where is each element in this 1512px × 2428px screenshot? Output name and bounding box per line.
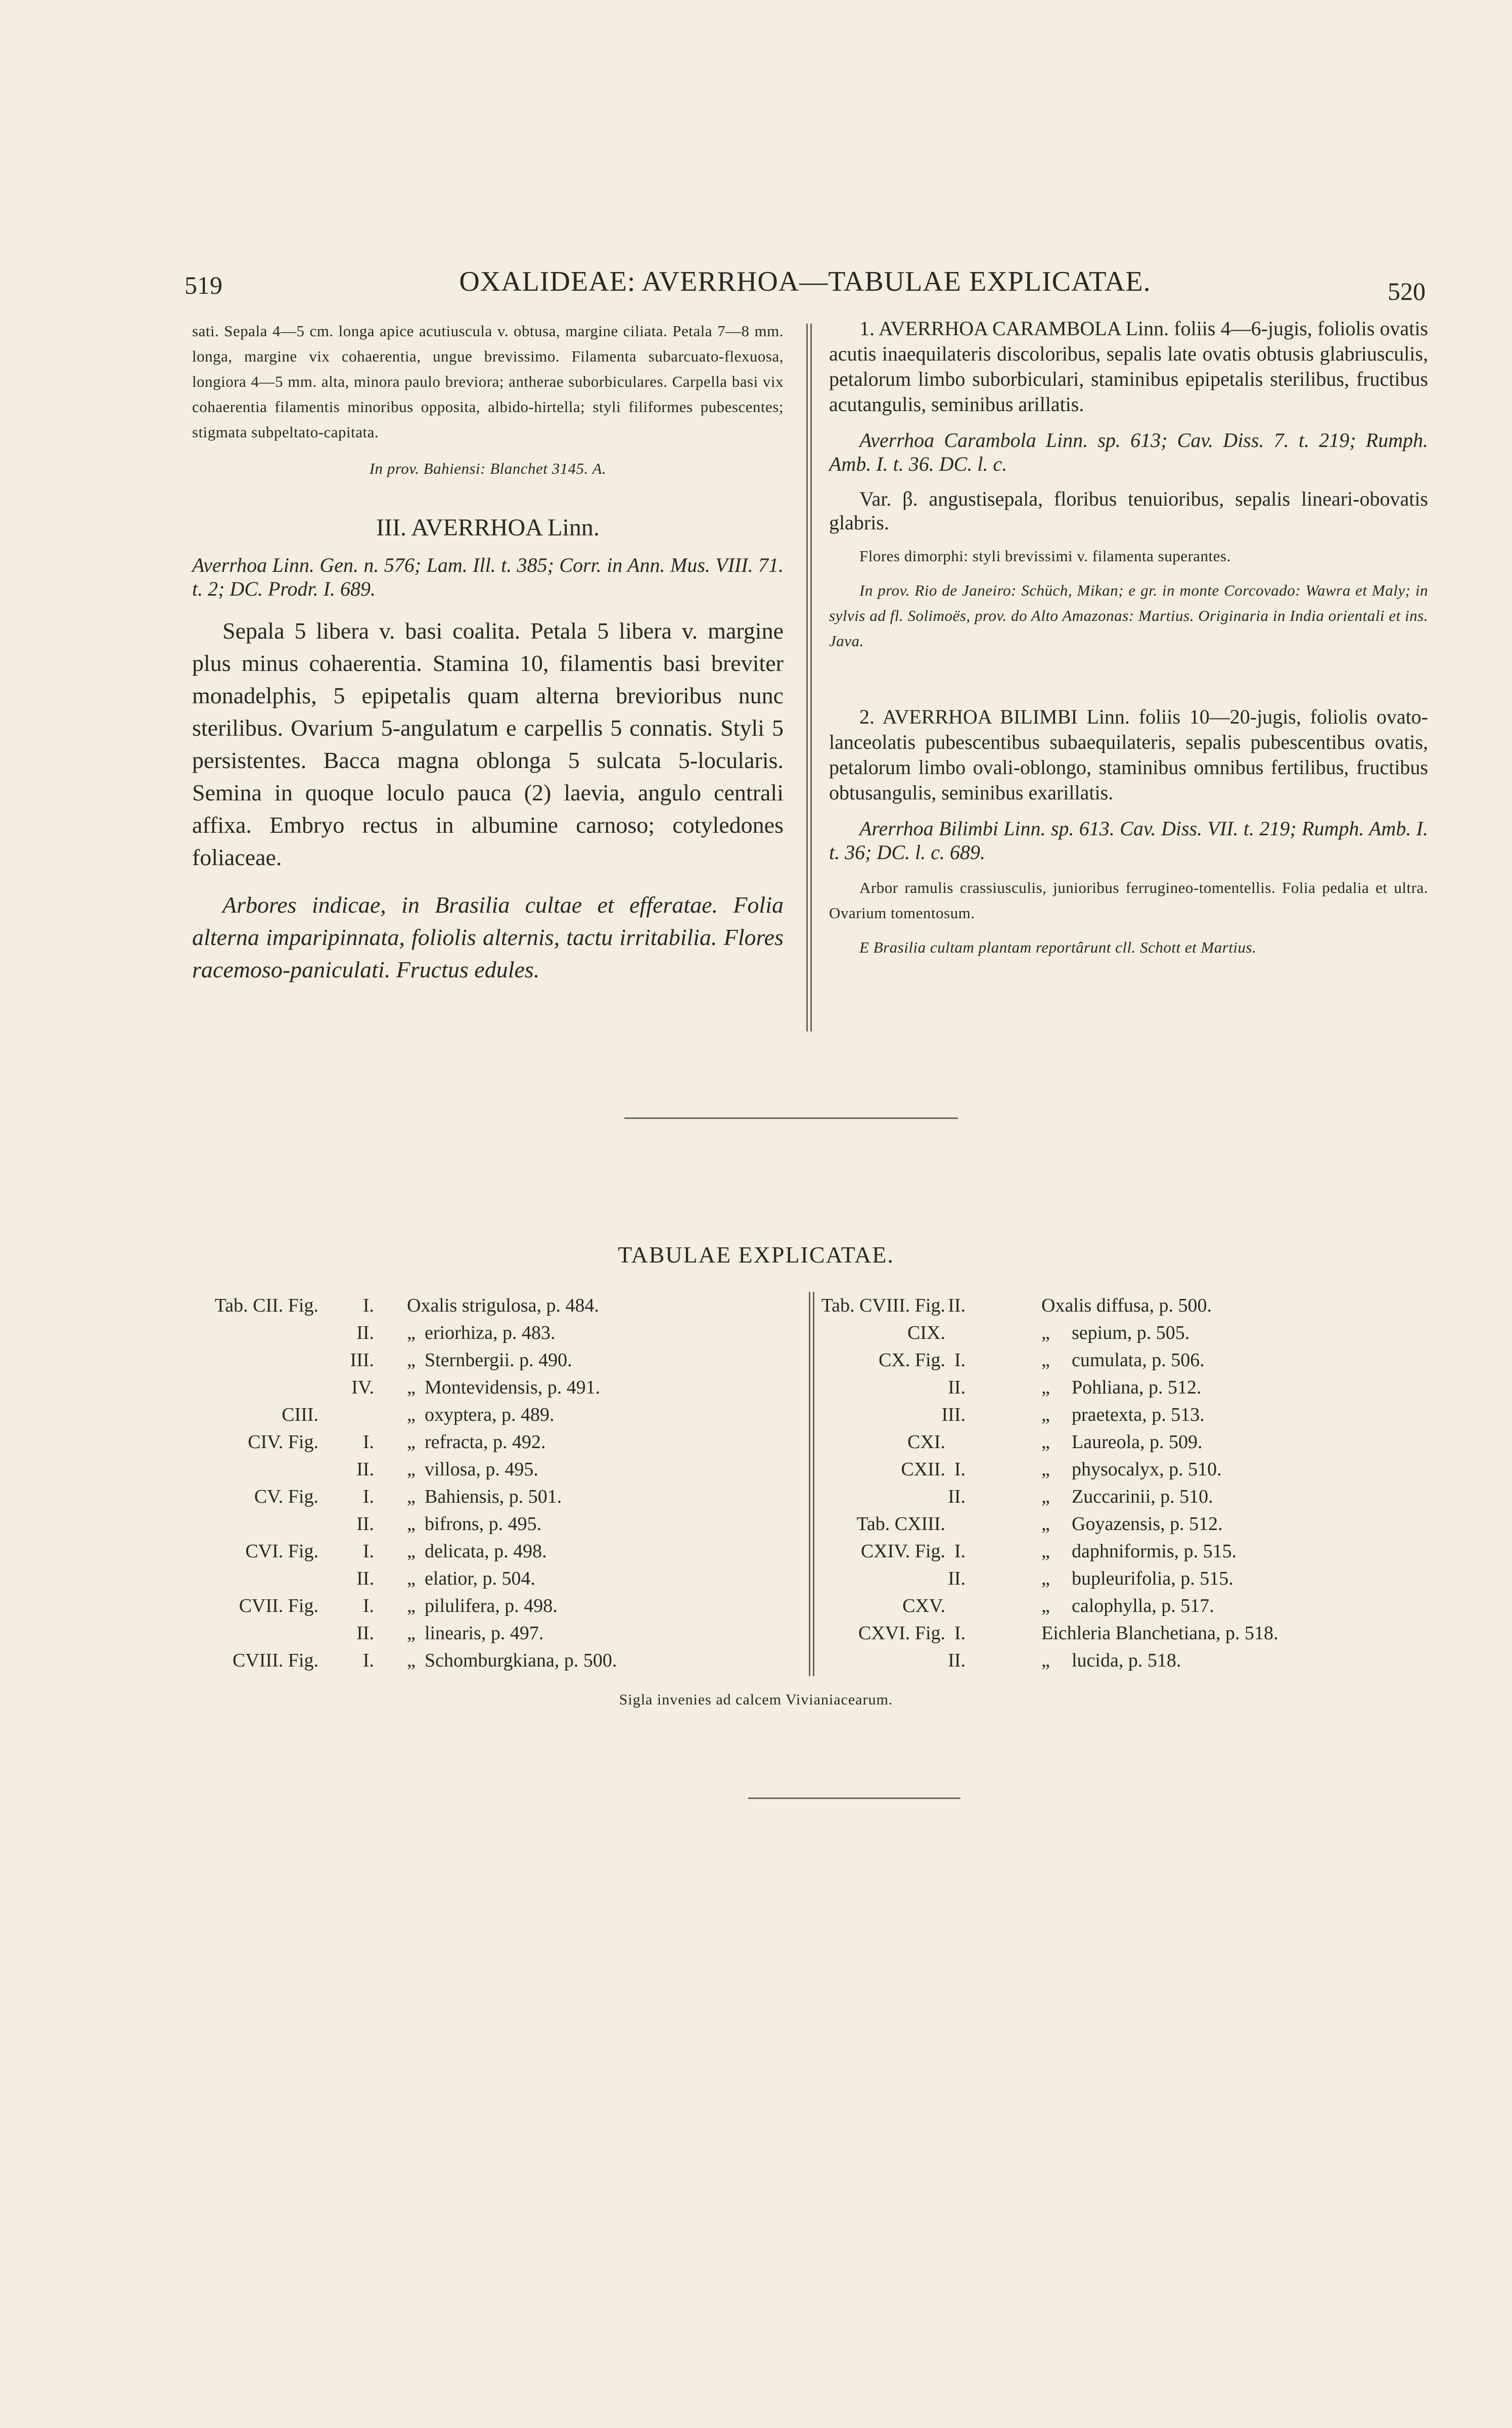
tabula-row [834, 1319, 1340, 1346]
species-entry: elatior, p. 504. [425, 1568, 536, 1589]
tabula-row [202, 1620, 708, 1647]
tabulae-right-list [821, 1292, 1415, 1676]
ditto-mark: „ [407, 1486, 416, 1507]
tabula-row [834, 1374, 1340, 1401]
tabula-row [834, 1647, 1340, 1674]
tabula-row [202, 1346, 708, 1374]
figure-number: II. [356, 1568, 374, 1589]
species-entry: delicata, p. 498. [425, 1541, 547, 1562]
ditto-mark: „ [1041, 1431, 1050, 1453]
ditto-mark: „ [407, 1459, 416, 1480]
figure-number: II. [356, 1513, 374, 1535]
ditto-mark: „ [407, 1377, 416, 1398]
section-divider [624, 1117, 958, 1119]
species-entry: Goyazensis, p. 512. [1072, 1513, 1223, 1535]
figure-number: II. [356, 1623, 374, 1644]
species-entry: Bahiensis, p. 501. [425, 1486, 562, 1507]
figure-number: III. [350, 1350, 374, 1371]
figure-number: III. [941, 1404, 966, 1425]
ditto-mark: „ [1041, 1595, 1050, 1616]
species-2-locality: E Brasilia cultam plantam reportârunt cll. Schott et Martius. [859, 938, 1257, 956]
ditto-mark: „ [1041, 1459, 1050, 1480]
tabula-number: CX. Fig. [879, 1350, 945, 1371]
ditto-mark: „ [1041, 1377, 1050, 1398]
species-entry: sepium, p. 505. [1072, 1322, 1190, 1343]
species-2-references: Arerrhoa Bilimbi Linn. sp. 613. Cav. Diss. VII. t. 219; Rumph. Amb. I. t. 36; DC. l. c. 689. [829, 817, 1428, 864]
tabula-row [202, 1374, 708, 1401]
species-entry: pilulifera, p. 498. [425, 1595, 558, 1616]
tabula-number: Tab. CII. Fig. [214, 1295, 318, 1316]
bottom-rule [748, 1797, 960, 1799]
species-entry: oxyptera, p. 489. [425, 1404, 555, 1425]
species-1-references: Averrhoa Carambola Linn. sp. 613; Cav. Diss. 7. t. 219; Rumph. Amb. I. t. 36. DC. l. c. [829, 429, 1428, 475]
tabulae-title: TABULAE EXPLICATAE. [618, 1242, 894, 1268]
species-1-note: Flores dimorphi: styli brevissimi v. filamenta superantes. [859, 547, 1231, 565]
ditto-mark: „ [1041, 1541, 1050, 1562]
tabula-row [834, 1428, 1340, 1456]
ditto-mark: „ [407, 1568, 416, 1589]
species-entry: physocalyx, p. 510. [1072, 1459, 1222, 1480]
ditto-mark: „ [1041, 1350, 1050, 1371]
tabula-row [202, 1456, 708, 1483]
figure-number: I. [954, 1459, 966, 1480]
figure-number: I. [362, 1431, 374, 1453]
right-column [829, 316, 1428, 960]
species-entry: Eichleria Blanchetiana, p. 518. [1041, 1623, 1278, 1644]
locality-bahia: In prov. Bahiensi: Blanchet 3145. A. [369, 460, 607, 477]
tabula-number: Tab. CXIII. [856, 1513, 945, 1535]
species-entry: Pohliana, p. 512. [1072, 1377, 1202, 1398]
figure-number: IV. [351, 1377, 374, 1398]
tabula-number: CV. Fig. [254, 1486, 318, 1507]
tabula-number: Tab. CVIII. Fig. [821, 1295, 945, 1316]
tabula-number: CXII. [901, 1459, 945, 1480]
tabula-number: CIII. [282, 1404, 318, 1425]
figure-number: I. [954, 1350, 966, 1371]
tabula-row [834, 1456, 1340, 1483]
tabula-row [202, 1483, 708, 1510]
ditto-mark: „ [1041, 1568, 1050, 1589]
figure-number: II. [948, 1377, 966, 1398]
tabula-row [202, 1401, 708, 1428]
species-entry: Schomburgkiana, p. 500. [425, 1650, 617, 1671]
genus-habit: Arbores indicae, in Brasilia cultae et efferatae. Folia alterna imparipinnata, foliolis alternis, tactu irritabilia. Flores racemoso-paniculati. Fructus edules. [192, 892, 784, 982]
figure-number: II. [948, 1486, 966, 1507]
figure-number: I. [362, 1541, 374, 1562]
column-divider-2 [810, 324, 812, 1031]
genus-description: Sepala 5 libera v. basi coalita. Petala 5 libera v. margine plus minus cohaerentia. Stamina 10, filamentis basi breviter monadelphis, 5 epipetalis quam alterna brevioribus nunc sterilibus. Ovarium 5-angulatum e carpellis 5 connatis. Styli 5 persistentes. Bacca magna oblonga 5 sulcata 5-locularis. Semina in quoque loculo pauca (2) laevia, angulo centrali affixa. Embryo rectus in albumine carnoso; cotyledones foliaceae. [192, 618, 784, 870]
figure-number: II. [948, 1650, 966, 1671]
figure-number: II. [948, 1295, 966, 1316]
tabula-row [202, 1292, 708, 1319]
tabula-row [834, 1346, 1340, 1374]
species-entry: Zuccarinii, p. 510. [1072, 1486, 1213, 1507]
figure-number: II. [356, 1459, 374, 1480]
ditto-mark: „ [407, 1595, 416, 1616]
figure-number: I. [362, 1295, 374, 1316]
species-entry: Laureola, p. 509. [1072, 1431, 1203, 1453]
tabula-row [834, 1401, 1340, 1428]
tabula-row [834, 1510, 1340, 1538]
figure-number: I. [954, 1623, 966, 1644]
left-column [192, 319, 784, 986]
species-entry: lucida, p. 518. [1072, 1650, 1181, 1671]
tabula-row [834, 1483, 1340, 1510]
figure-number: I. [362, 1486, 374, 1507]
column-divider [806, 324, 808, 1031]
tabula-number: CXVI. Fig. [858, 1623, 945, 1644]
species-entry: Oxalis strigulosa, p. 484. [407, 1295, 599, 1316]
tabulae-divider [809, 1292, 810, 1676]
ditto-mark: „ [1041, 1650, 1050, 1671]
tabula-row [834, 1565, 1340, 1592]
ditto-mark: „ [407, 1541, 416, 1562]
species-1-variety: Var. β. angustisepala, floribus tenuioribus, sepalis lineari-obovatis glabris. [829, 487, 1428, 534]
species-entry: praetexta, p. 513. [1072, 1404, 1205, 1425]
tabulae-left-list [202, 1292, 758, 1676]
figure-number: II. [356, 1322, 374, 1343]
species-entry: linearis, p. 497. [425, 1623, 544, 1644]
species-entry: refracta, p. 492. [425, 1431, 546, 1453]
sigla-note: Sigla invenies ad calcem Vivianiacearum. [619, 1691, 893, 1708]
genus-references: Averrhoa Linn. Gen. n. 576; Lam. Ill. t. 385; Corr. in Ann. Mus. VIII. 71. t. 2; DC. Prodr. I. 689. [192, 554, 784, 600]
ditto-mark: „ [407, 1404, 416, 1425]
tabula-number: CVII. Fig. [239, 1595, 318, 1616]
tabulae-divider-2 [813, 1292, 814, 1676]
ditto-mark: „ [407, 1650, 416, 1671]
tabula-number: CXI. [907, 1431, 945, 1453]
ditto-mark: „ [407, 1513, 416, 1535]
tabula-row [202, 1510, 708, 1538]
tabula-row [202, 1538, 708, 1565]
ditto-mark: „ [1041, 1322, 1050, 1343]
tabula-row [202, 1428, 708, 1456]
tabula-number: CVI. Fig. [245, 1541, 318, 1562]
ditto-mark: „ [407, 1350, 416, 1371]
figure-number: II. [948, 1568, 966, 1589]
page-header [185, 265, 1426, 305]
species-entry: daphniformis, p. 515. [1072, 1541, 1237, 1562]
figure-number: I. [954, 1541, 966, 1562]
tabula-row [202, 1319, 708, 1346]
ditto-mark: „ [407, 1431, 416, 1453]
page-number-right: 520 [1388, 277, 1426, 305]
tabula-row [202, 1565, 708, 1592]
tabula-number: CVIII. Fig. [233, 1650, 318, 1671]
page-number-left: 519 [185, 271, 222, 299]
ditto-mark: „ [1041, 1404, 1050, 1425]
ditto-mark: „ [407, 1623, 416, 1644]
species-2-description: Arbor ramulis crassiusculis, junioribus ferrugineo-tomentellis. Folia pedalia et ultra. Ovarium tomentosum. [829, 879, 1428, 922]
ditto-mark: „ [1041, 1513, 1050, 1535]
ditto-mark: „ [1041, 1486, 1050, 1507]
tabula-row [821, 1292, 1340, 1319]
species-entry: bifrons, p. 495. [425, 1513, 542, 1535]
species-entry: eriorhiza, p. 483. [425, 1322, 556, 1343]
tabula-row [834, 1538, 1340, 1565]
figure-number: I. [362, 1650, 374, 1671]
tabula-number: CXV. [902, 1595, 945, 1616]
tabula-number: CIX. [907, 1322, 945, 1343]
tabula-row [834, 1620, 1340, 1647]
ditto-mark: „ [407, 1322, 416, 1343]
tabula-row [202, 1592, 708, 1620]
species-entry: calophylla, p. 517. [1072, 1595, 1214, 1616]
tabula-row [834, 1592, 1340, 1620]
species-entry: cumulata, p. 506. [1072, 1350, 1205, 1371]
continued-description: sati. Sepala 4—5 cm. longa apice acutiuscula v. obtusa, margine ciliata. Petala 7—8 mm. longa, margine vix cohaerentia, ungue brevissimo. Filamenta subarcuato-flexuosa, longiora 4—5 mm. alta, minora paulo breviora; antherae suborbiculares. Carpella basi vix cohaerentia filamentis minoribus opposita, albido-hirtella; styli filiformes pubescentes; stigmata subpeltato-capitata. [192, 322, 784, 441]
figure-number: I. [362, 1595, 374, 1616]
genus-heading: III. AVERRHOA Linn. [376, 514, 600, 541]
species-1-locality: In prov. Rio de Janeiro: Schüch, Mikan; e gr. in monte Corcovado: Wawra et Maly; in sylvis ad fl. Solimoës, prov. do Alto Amazonas: Martius. Originaria in India orientali et ins. Java. [829, 581, 1428, 650]
tabula-number: CIV. Fig. [248, 1431, 318, 1453]
species-2-diagnosis: 2. AVERRHOA BILIMBI Linn. foliis 10—20-jugis, foliolis ovato-lanceolatis pubescentibus subaequilateris, sepalis pubescentibus ovatis, petalorum limbo ovali-oblongo, staminibus omnibus fertilibus, fructibus obtusangulis, seminibus exarillatis. [829, 705, 1428, 804]
species-entry: Montevidensis, p. 491. [425, 1377, 601, 1398]
species-entry: bupleurifolia, p. 515. [1072, 1568, 1233, 1589]
species-1-diagnosis: 1. AVERRHOA CARAMBOLA Linn. foliis 4—6-jugis, foliolis ovatis acutis inaequilateris discoloribus, sepalis late ovatis obtusis glabriusculis, petalorum limbo suborbiculari, staminibus epipetalis sterilibus, fructibus acutangulis, seminibus arillatis. [829, 317, 1428, 416]
species-entry: Sternbergii. p. 490. [425, 1350, 572, 1371]
running-title: OXALIDEAE: AVERRHOA—TABULAE EXPLICATAE. [459, 266, 1151, 297]
tabula-row [202, 1647, 708, 1674]
species-entry: Oxalis diffusa, p. 500. [1041, 1295, 1212, 1316]
species-entry: villosa, p. 495. [425, 1459, 538, 1480]
tabula-number: CXIV. Fig. [860, 1541, 945, 1562]
